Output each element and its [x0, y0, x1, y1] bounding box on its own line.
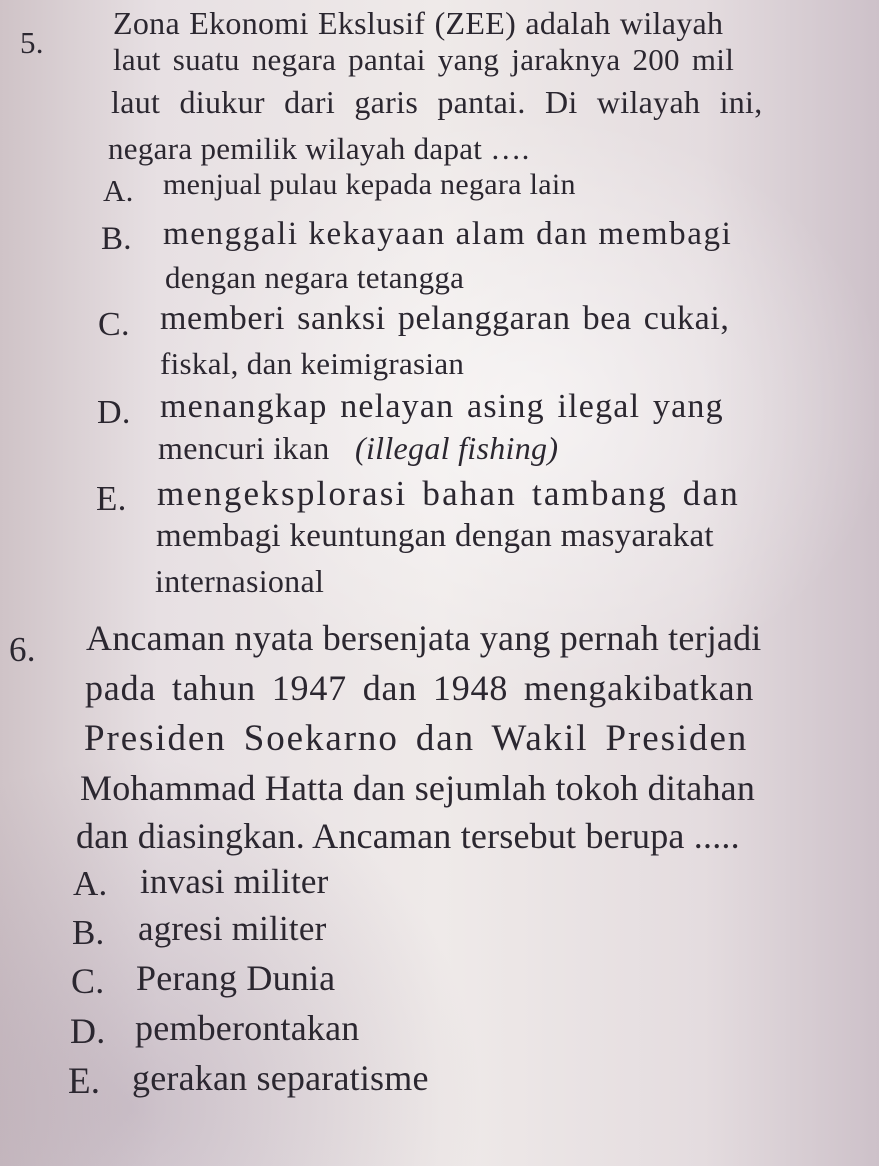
option-text-italic: (illegal fishing): [355, 430, 559, 466]
option-text: gerakan separatisme: [132, 1058, 429, 1098]
option-text: fiskal, dan keimigrasian: [160, 346, 465, 381]
option-letter: B.: [72, 913, 105, 952]
question-stem-line: Mohammad Hatta dan sejumlah tokoh ditahan: [80, 768, 756, 808]
question-stem-line: Presiden Soekarno dan Wakil Presiden: [84, 718, 749, 759]
option-letter: E.: [96, 479, 127, 518]
option-letter: A.: [103, 173, 134, 208]
option-text: memberi sanksi pelanggaran bea cukai,: [160, 300, 730, 337]
question-stem-line: Ancaman nyata bersenjata yang pernah terjadi: [86, 618, 762, 658]
question-stem-line: pada tahun 1947 dan 1948 mengakibatkan: [85, 668, 755, 708]
question-stem-line: Zona Ekonomi Ekslusif (ZEE) adalah wilayah: [113, 5, 724, 41]
option-letter: C.: [98, 306, 130, 343]
question-number: 6.: [9, 630, 36, 669]
option-letter: C.: [71, 961, 105, 1001]
option-text: mengeksplorasi bahan tambang dan: [157, 474, 740, 513]
question-stem-line: laut diukur dari garis pantai. Di wilayah ini,: [111, 84, 763, 120]
option-text: agresi militer: [138, 909, 327, 948]
option-text: menangkap nelayan asing ilegal yang: [160, 388, 724, 425]
option-letter: B.: [101, 221, 132, 257]
option-text: Perang Dunia: [136, 958, 336, 998]
option-text: invasi militer: [140, 862, 329, 901]
option-text: menggali kekayaan alam dan membagi: [163, 216, 733, 252]
question-stem-line: laut suatu negara pantai yang jaraknya 200 mil: [113, 42, 735, 77]
option-text: mencuri ikan: [158, 430, 330, 466]
option-text: menjual pulau kepada negara lain: [163, 168, 576, 201]
option-letter: D.: [97, 394, 131, 431]
question-number: 5.: [20, 25, 44, 60]
option-text: internasional: [155, 563, 325, 599]
question-stem-line: dan diasingkan. Ancaman tersebut berupa .....: [76, 816, 740, 856]
option-letter: E.: [68, 1061, 101, 1102]
option-text: pemberontakan: [135, 1008, 360, 1048]
question-stem-line: negara pemilik wilayah dapat ….: [108, 131, 530, 166]
option-text: dengan negara tetangga: [165, 260, 465, 295]
option-text: membagi keuntungan dengan masyarakat: [156, 518, 714, 554]
option-letter: A.: [73, 864, 108, 903]
option-letter: D.: [70, 1011, 106, 1051]
